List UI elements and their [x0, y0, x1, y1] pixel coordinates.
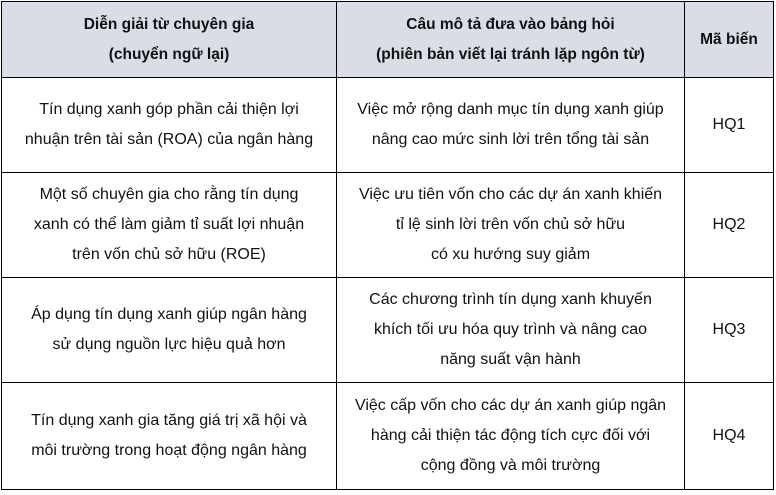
cell-line: trên vốn chủ sở hữu (ROE): [72, 246, 266, 263]
expert-interpretation-cell: [2, 278, 337, 383]
cell-line: có xu hướng suy giảm: [430, 246, 591, 263]
header-line: Mã biến: [700, 30, 758, 48]
variable-code-cell: HQ2: [685, 173, 774, 278]
expert-interpretation-cell: [2, 173, 337, 278]
header-expert-interpretation: [2, 2, 337, 78]
table-row: [2, 78, 774, 173]
cell-line: khích tối ưu hóa quy trình và nâng cao: [373, 321, 648, 338]
cell-line: năng suất vận hành: [440, 351, 581, 368]
questionnaire-description-cell: [337, 383, 685, 490]
cell-line: Các chương trình tín dụng xanh khuyến: [369, 291, 652, 308]
header-line: (phiên bản viết lại tránh lặp ngôn từ): [376, 45, 645, 63]
cell-line: Áp dụng tín dụng xanh giúp ngân hàng: [31, 306, 307, 323]
survey-variable-table: [1, 1, 774, 490]
cell-line: hàng cải thiện tác động tích cực đối với: [370, 427, 651, 444]
cell-line: nhuận trên tài sản (ROA) của ngân hàng: [24, 131, 314, 148]
cell-line: Việc mở rộng danh mục tín dụng xanh giúp: [357, 101, 664, 118]
questionnaire-description-cell: [337, 78, 685, 173]
expert-interpretation-cell: [2, 383, 337, 490]
questionnaire-description-cell: [337, 278, 685, 383]
cell-line: Việc cấp vốn cho các dự án xanh giúp ngân: [354, 397, 667, 414]
cell-line: Việc ưu tiên vốn cho các dự án xanh khiến: [358, 186, 663, 203]
table-row: [2, 173, 774, 278]
questionnaire-description-cell: [337, 173, 685, 278]
cell-line: môi trường trong hoạt động ngân hàng: [31, 442, 307, 459]
cell-line: Một số chuyên gia cho rằng tín dụng: [39, 186, 299, 203]
cell-line: Tín dụng xanh gia tăng giá trị xã hội và: [31, 412, 307, 429]
cell-line: tỉ lệ sinh lời trên vốn chủ sở hữu: [395, 216, 626, 233]
expert-interpretation-cell: [2, 78, 337, 173]
variable-code-cell: HQ3: [685, 278, 774, 383]
cell-line: sử dụng nguồn lực hiệu quả hơn: [52, 336, 286, 353]
variable-code-cell: HQ4: [685, 383, 774, 490]
variable-code-cell: HQ1: [685, 78, 774, 173]
header-questionnaire-description: [337, 2, 685, 78]
header-line: (chuyển ngữ lại): [108, 45, 230, 63]
table-header-row: [2, 2, 774, 78]
header-line: Diễn giải từ chuyên gia: [83, 15, 255, 33]
header-variable-code: [685, 2, 774, 78]
cell-line: xanh có thể làm giảm tỉ suất lợi nhuận: [33, 216, 305, 233]
table-row: [2, 278, 774, 383]
cell-line: cộng đồng và môi trường: [420, 457, 601, 474]
table-row: [2, 383, 774, 490]
cell-line: Tín dụng xanh góp phần cải thiện lợi: [39, 101, 299, 118]
header-line: Câu mô tả đưa vào bảng hỏi: [406, 15, 615, 33]
cell-line: nâng cao mức sinh lời trên tổng tài sản: [371, 131, 650, 148]
